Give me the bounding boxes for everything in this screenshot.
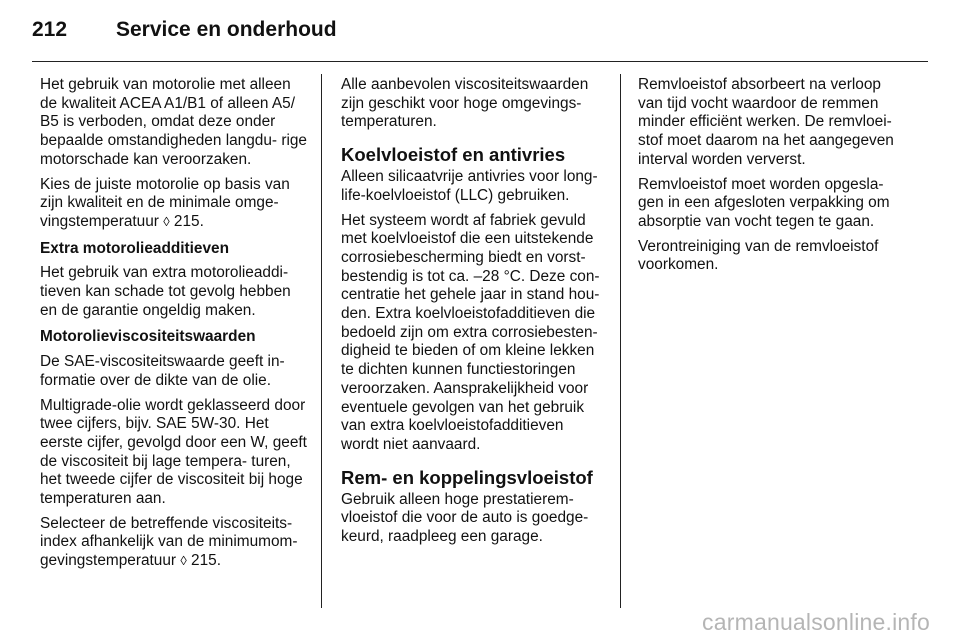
section-heading-brake-fluid: Rem- en koppelingsvloeistof — [341, 466, 593, 488]
paragraph: Het gebruik van extra motorolieaddi‐ tieven kan schade tot gevolg hebben en de garantie ongeldig maken. — [40, 264, 291, 319]
page-header — [32, 18, 337, 48]
page-title: Service en onderhoud — [116, 18, 337, 41]
watermark: carmanualsonline.info — [702, 609, 930, 635]
paragraph: De SAE-viscositeitswaarde geeft in‐ formatie over de dikte van de olie. — [40, 353, 285, 389]
paragraph — [40, 176, 308, 232]
header-rule — [32, 61, 928, 62]
page-number: 212 — [32, 18, 68, 41]
column-divider — [620, 74, 621, 608]
page-reference-icon: ◊ — [163, 213, 170, 229]
paragraph: Het gebruik van motorolie met alleen de kwaliteit ACEA A1/B1 of alleen A5/ B5 is verboden, omdat deze onder bepaalde omstandigheden langdu‐ rige motorschade kan veroorzaken. — [40, 76, 307, 168]
paragraph — [40, 515, 308, 571]
column-2 — [341, 76, 605, 553]
paragraph: Verontreiniging van de remvloeistof voorkomen. — [638, 237, 879, 274]
paragraph: Remvloeistof absorbeert na verloop van tijd vocht waardoor de remmen minder efficiënt werken. De remvloei‐ stof moet daarom na het aangegeven interval worden ververst. — [638, 76, 894, 168]
column-1 — [40, 76, 308, 577]
paragraph-text: Kies de juiste motorolie op basis van zijn kwaliteit en de minimale omge‐ vingstemperatuur — [40, 175, 290, 230]
paragraph: Het systeem wordt af fabriek gevuld met koelvloeistof die een uitstekende corrosiebescherming biedt en vorst‐ bestendig is tot ca. –28 °C. Deze con‐ centratie het gehele jaar in stand hou‐ den. Extra koelvloeistofadditieven die bedoeld zijn om extra corrosiebesten‐ digheid te bieden of om kleine lekken te dichten kunnen functiestoringen veroorzaken. Aansprakelijkheid voor eventuele gevolgen van het gebruik van extra koelvloeistofadditieven wordt niet aanvaard. — [341, 211, 600, 453]
subheading-additives: Extra motorolieadditieven — [40, 239, 230, 257]
section-heading-coolant: Koelvloeistof en antivries — [341, 144, 566, 166]
paragraph-text: Selecteer de betreffende viscositeits‐ index afhankelijk van de minimumom‐ gevingstemperatuur — [40, 514, 298, 570]
paragraph: Alleen silicaatvrije antivries voor long‐ life-koelvloeistof (LLC) gebruiken. — [341, 168, 598, 204]
column-divider — [321, 74, 322, 608]
page-reference[interactable]: 215. — [191, 552, 221, 570]
page-reference-icon: ◊ — [180, 553, 187, 569]
subheading-viscosity: Motorolieviscositeitswaarden — [40, 328, 256, 346]
paragraph: Gebruik alleen hoge prestatierem‐ vloeistof die voor de auto is goedge‐ keurd, raadpleeg een garage. — [341, 490, 589, 546]
page-reference[interactable]: 215. — [173, 212, 204, 230]
column-3 — [638, 76, 910, 281]
paragraph: Remvloeistof moet worden opgesla‐ gen in een afgesloten verpakking om absorptie van vocht tegen te gaan. — [638, 175, 890, 230]
paragraph: Alle aanbevolen viscositeitswaarden zijn geschikt voor hoge omgevings‐ temperaturen. — [341, 76, 589, 131]
paragraph: Multigrade-olie wordt geklasseerd door twee cijfers, bijv. SAE 5W-30. Het eerste cijfer, gevolgd door een W, geeft de viscositeit bij lage tempera‐ turen, het tweede cijfer de viscositeit bij hoge temperaturen aan. — [40, 396, 307, 508]
